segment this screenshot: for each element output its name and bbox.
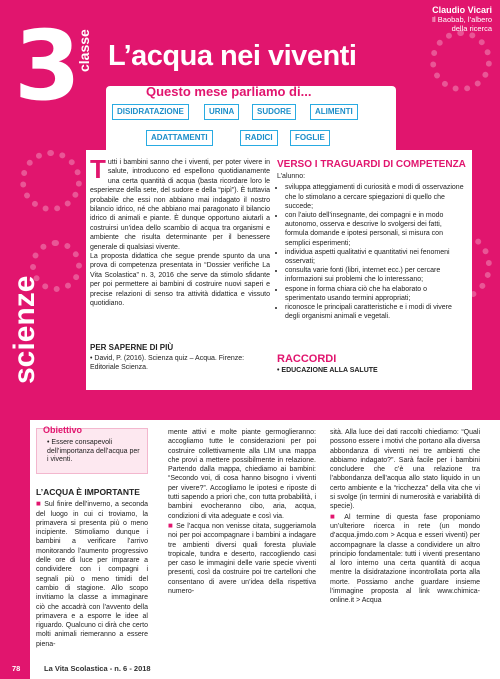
side-strip <box>0 420 30 679</box>
subject-label: scienze <box>8 275 41 384</box>
topic-tag: ADATTAMENTI <box>146 130 213 146</box>
topics-card <box>106 86 396 156</box>
author-name: Claudio Vicari <box>432 5 492 15</box>
class-label: classe <box>76 29 92 72</box>
topics-heading: Questo mese parliamo di... <box>146 84 312 99</box>
body-paragraph: Sul finire dell’inverno, a seconda del luogo in cui ci troviamo, la primavera si presenta più o meno incipiente. Stimoliamo dunque i bambini a verificare l’arrivo monitorando l’aumento progressivo delle ore di luce per imparare a condividere con i compagni i segnali più o meno timidi del cambio di stagione. Allo scopo invitiamo la classe a immaginare ciò che accadrà con l’avvento della primavera e a esporre le idee al riguardo. Qualcuno ci dirà che certo molti animali riemeranno a essere piena- <box>36 501 148 648</box>
body-paragraph: Se l’acqua non venisse citata, suggeriamola noi per poi accompagnare i bambini a indagare tre ambienti diversi quali foresta pluviale tropicale, tundra e deserto, raccogliendo casi per caso le immagini delle varie specie viventi presenti, così da costruire poi tre cartelloni che consentano di avere un’idea della rispettiva numero- <box>168 522 316 596</box>
class-number: 3 <box>14 10 81 122</box>
body-column-2 <box>168 428 316 596</box>
competence-list <box>277 183 467 321</box>
gear-decoration <box>20 150 82 212</box>
author-block <box>432 6 492 33</box>
body-paragraph: Al termine di questa fase proponiamo un’ulteriore ricerca in rete (un mondo d’acqua.jimdo.com > Acqua e esseri viventi) per accompagnare la classe a condividere un altro principio fondamentale: tutti i viventi presentano al loro interno una certa quantità di acqua mentre la disidratazione incontrollata porta alla morte. Possiamo anche guardare insieme l’immagine proposta al link www.chimica-online.it > Acqua <box>330 513 480 605</box>
list-item: • con l’aiuto dell’insegnante, dei compagni e in modo autonomo, osserva e descrive lo svolgersi dei fatti, formula domande e ipotesi personali, si misura con semplici esperimenti; <box>285 211 467 248</box>
intro-paragraph: La proposta didattica che segue prende spunto da una prova di competenza presentata in “Dossier verifiche La Vita Scolastica” n. 3, 2016 che serve da stimolo sfidante per poi permettere ai bambini di costruire nuovi saperi e precise relazioni di senso tra attività didattica e vissuto quotidiano. <box>90 253 270 308</box>
author-line: Il Baobab, l’albero <box>431 15 492 24</box>
square-icon: ■ <box>330 511 339 521</box>
connections <box>277 353 378 374</box>
further-reading <box>90 343 270 372</box>
list-item: • consulta varie fonti (libri, internet ecc.) per cercare informazioni sui problemi che lo interessano; <box>285 266 467 284</box>
further-reading-heading: PER SAPERNE DI PIÙ <box>90 343 174 352</box>
objective-text: • Essere consapevoli dell’importanza dell’acqua per i viventi. <box>47 439 140 463</box>
square-icon: ■ <box>168 520 174 530</box>
list-item: • individua aspetti qualitativi e quantitativi nei fenomeni osservati; <box>285 248 467 266</box>
section-heading: L’ACQUA È IMPORTANTE <box>36 487 140 497</box>
magazine-name: La Vita Scolastica - n. 6 - 2018 <box>44 664 151 673</box>
topic-tag: FOGLIE <box>290 130 330 146</box>
page-number: 78 <box>12 664 21 673</box>
further-reading-ref: • David, P. (2016). Scienza quiz – Acqua. Firenze: Editoriale Scienza. <box>90 355 245 371</box>
author-line: della ricerca <box>451 24 492 33</box>
connections-item: • EDUCAZIONE ALLA SALUTE <box>277 367 378 374</box>
drop-cap: T <box>90 154 106 184</box>
list-item: • espone in forma chiara ciò che ha elaborato o sperimentato usando termini appropriati; <box>285 285 467 303</box>
gear-decoration <box>430 30 492 92</box>
intro-paragraph: utti i bambini sanno che i viventi, per poter vivere in salute, introducono ed espellono quotidianamente una certa quantità di acqua (basta ricordare loro le esperienze della sete, del sudore e della “pipì”). È tuttavia probabile che essi non abbiano mai indagato il nostro bilancio idrico, né che abbiano mai paragonato il bilancio idrico di animali e piante. È dunque opportuno aiutarli a costruirsi un’idea dello scambio di acqua tra organismi e ambiente che risulta determinante per il benessere generale di qualsiasi vivente. <box>90 159 270 251</box>
topic-tag: ALIMENTI <box>310 104 358 120</box>
intro-text <box>90 154 270 309</box>
square-icon: ■ <box>36 499 42 509</box>
body-column-3 <box>330 428 480 606</box>
objective-box <box>36 425 148 474</box>
competence-goals <box>277 160 467 321</box>
topic-tag: RADICI <box>240 130 278 146</box>
topic-tag: SUDORE <box>252 104 296 120</box>
page-footer <box>0 664 500 679</box>
competence-lead: L’alunno: <box>277 173 306 181</box>
body-paragraph: sità. Alla luce dei dati raccolti chiediamo: “Quali possono essere i motivi che portano alla diversa abbondanza di viventi nei tre ambienti che abbiamo indagato?”. Sarà facile per i bambini concludere che c’è una relazione tra l’abbondanza dell’acqua allo stato liquido in un certo ambiente e la “ricchezza” della vita che vi si svolge (in termini di numerosità e variabilità di specie). <box>330 429 480 511</box>
topic-tag: DISIDRATAZIONE <box>112 104 189 120</box>
connections-heading: RACCORDI <box>277 353 337 365</box>
body-paragraph: mente attivi e molte piante germoglieranno: accogliamo tutte le considerazioni per poi costruire collettivamente alla LIM una mappa che provi a mettere possibilmente in relazione. Partendo dalla mappa, chiediamo ai bambini: “Secondo voi, di cosa hanno bisogno i viventi per vivere?”. Accogliamo le ipotesi e riposte di tutti sapendo a priori che, con tutta probabilità, i bambini evocheranno cibo, aria, acqua, condizioni di vita adeguate e così via. <box>168 429 316 520</box>
competence-heading: VERSO I TRAGUARDI DI COMPETENZA <box>277 159 466 170</box>
topic-tag: URINA <box>204 104 239 120</box>
list-item: • riconosce le principali caratteristiche e i modi di vivere degli organismi animali e vegetali. <box>285 303 467 321</box>
page-title: L’acqua nei viventi <box>108 40 357 72</box>
list-item: • sviluppa atteggiamenti di curiosità e modi di osservazione che lo stimolano a cercare spiegazioni di quello che succede; <box>285 183 467 211</box>
objective-heading: Obiettivo <box>43 425 83 435</box>
body-column-1 <box>36 488 148 649</box>
